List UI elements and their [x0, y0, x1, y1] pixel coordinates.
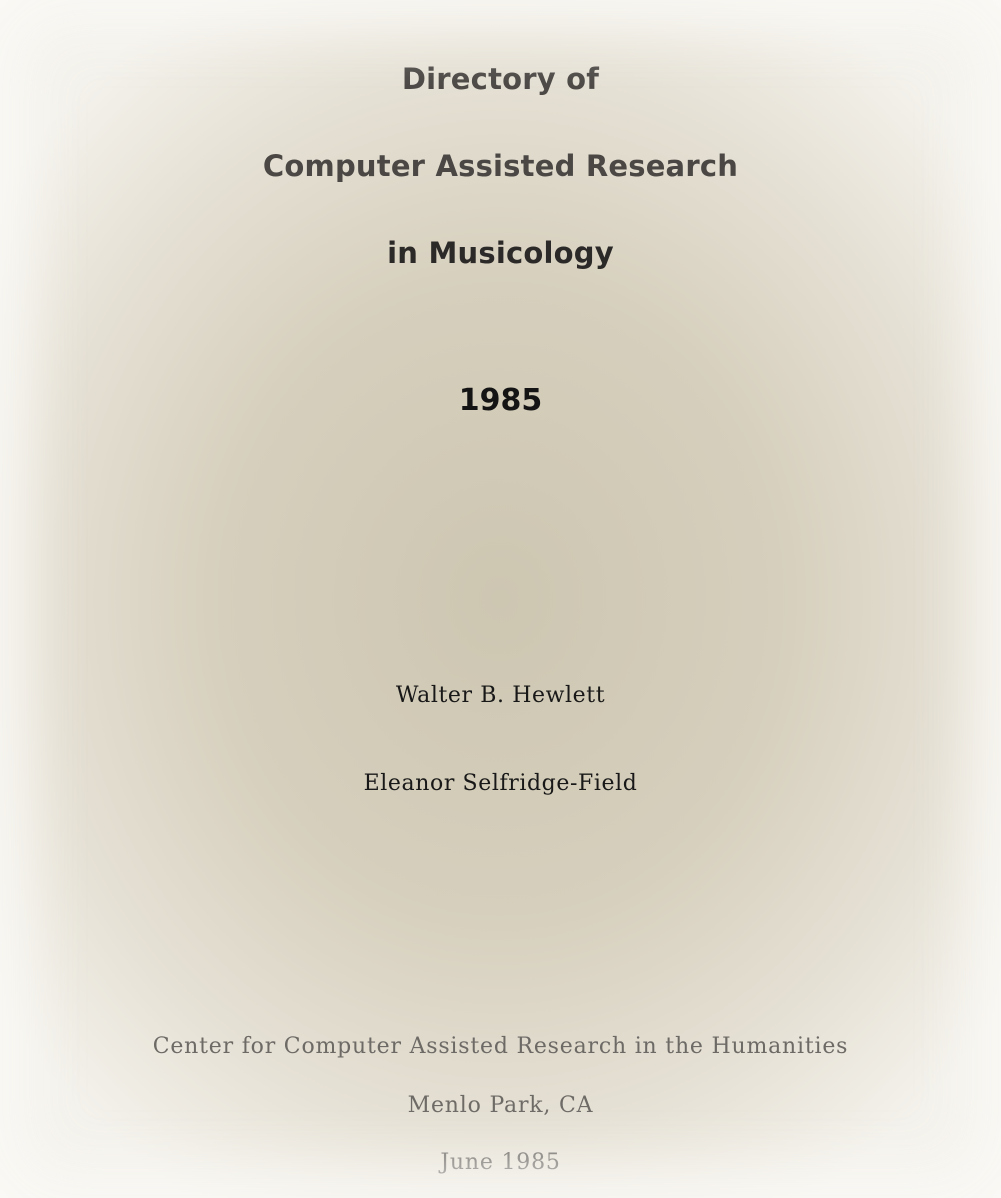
author-2: Eleanor Selfridge-Field	[363, 771, 638, 796]
publication-year: 1985	[458, 383, 543, 418]
publication-date: June 1985	[440, 1150, 561, 1175]
publisher-name: Center for Computer Assisted Research in the Humanities	[152, 1034, 849, 1059]
title-line-3: in Musicology	[387, 236, 614, 270]
title-line-2: Computer Assisted Research	[262, 149, 739, 183]
publisher-location: Menlo Park, CA	[407, 1093, 594, 1118]
title-line-1: Directory of	[401, 62, 600, 96]
author-1: Walter B. Hewlett	[395, 683, 606, 708]
